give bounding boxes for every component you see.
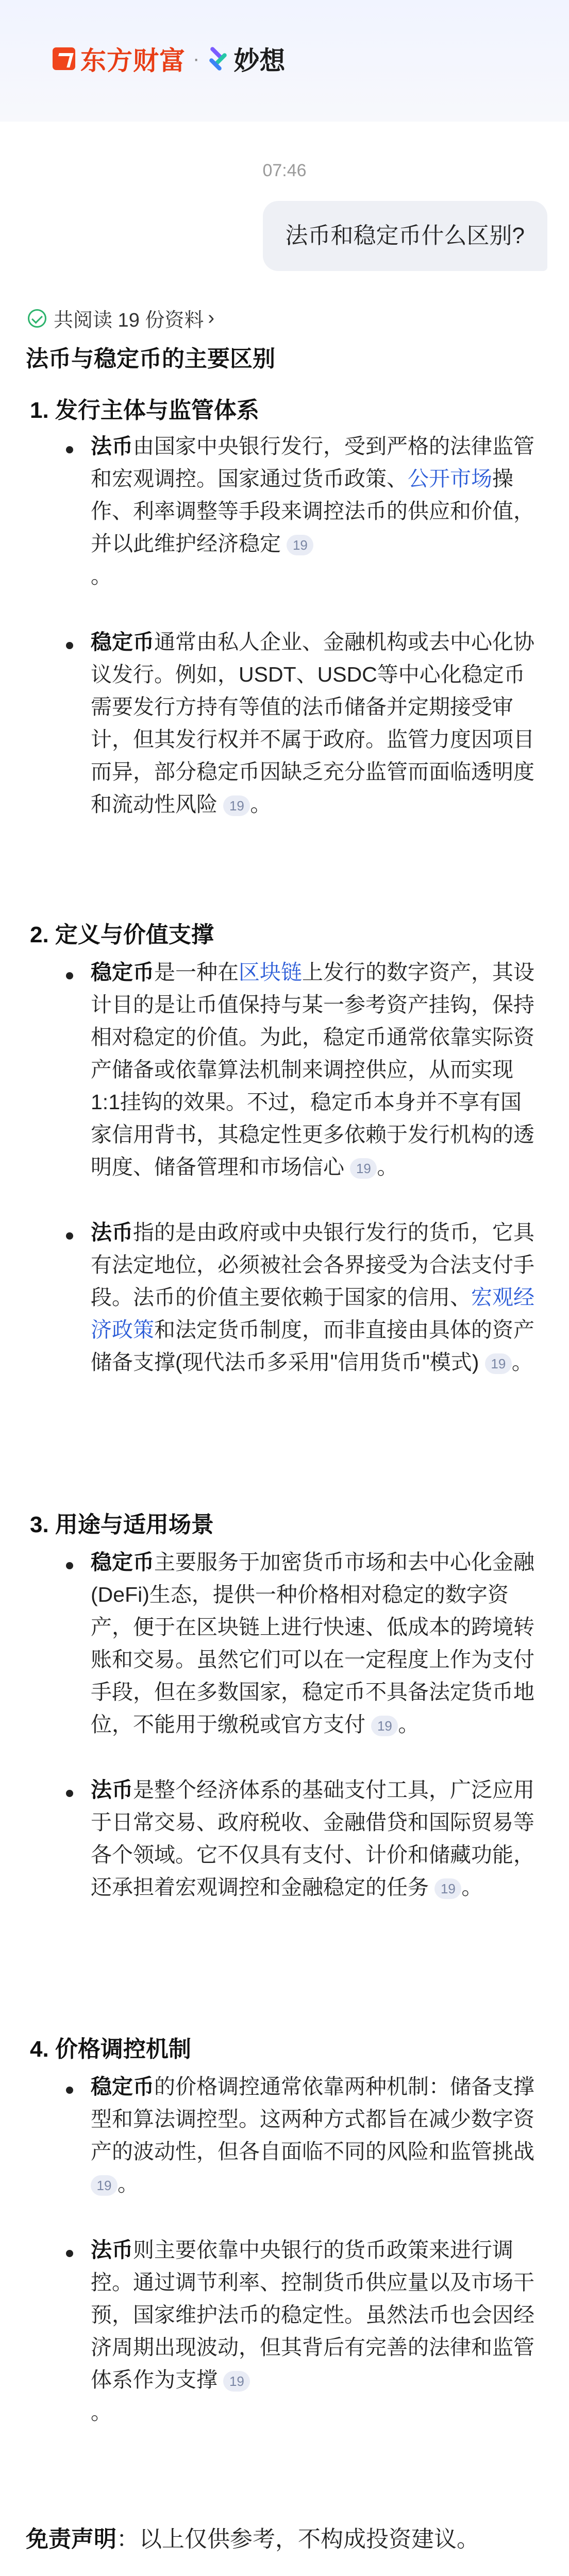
eastmoney-logo-icon xyxy=(53,47,75,70)
brand-separator: · xyxy=(193,47,200,70)
citation-badge[interactable]: 19 xyxy=(223,795,250,816)
term: 稳定币 xyxy=(91,2075,154,2098)
answer-paragraph xyxy=(91,2234,542,2429)
paragraph-tail: 。 xyxy=(377,1155,398,1179)
references-title xyxy=(26,2571,65,2576)
user-message-bubble: 法币和稳定币什么区别? xyxy=(263,201,547,271)
section-heading: 2. 定义与价值支撑 xyxy=(30,922,214,947)
paragraph-text: 通常由私人企业、金融机构或去中心化协议发行。例如，USDT、USDC等中心化稳定币需要发行方持有等值的法币储备并定期接受审计，但其发行权并不属于政府。监管力度因项目而异，部分稳定币因缺乏充分监管而面临透明度和流动性风险 xyxy=(91,630,534,816)
paragraph-text: 操作、利率调整等手段来调控法币的供应和价值，并以此维护经济稳定 xyxy=(91,467,534,555)
term: 法币 xyxy=(91,434,133,458)
answer-paragraph xyxy=(91,626,542,821)
paragraph-tail: 。 xyxy=(250,792,272,816)
bullet-dot xyxy=(66,2087,73,2094)
citation-badge[interactable]: 19 xyxy=(434,1878,461,1899)
paragraph-text: 则主要依靠中央银行的货币政策来进行调控。通过调节利率、控制货币供应量以及市场干预，国家维护法币的稳定性。虽然法币也会因经济周期出现波动，但其背后有完善的法律和监管体系作为支撑 xyxy=(91,2238,534,2392)
miaoxiang-logo-icon xyxy=(207,47,230,71)
expand-references-button[interactable] xyxy=(480,2571,541,2576)
citation-badge[interactable]: 19 xyxy=(223,2371,250,2392)
paragraph-tail: 。 xyxy=(118,2172,139,2196)
bullet-dot xyxy=(66,1562,73,1569)
paragraph-tail: 。 xyxy=(91,2400,112,2424)
term: 法币 xyxy=(91,2238,133,2262)
paragraph-tail: 。 xyxy=(398,1713,420,1736)
answer-paragraph xyxy=(91,1546,542,1741)
disclaimer-text: ：以上仅供参考，不构成投资建议。 xyxy=(116,2527,479,2552)
paragraph-text: 由国家中央银行发行，受到严格的法律监管和宏观调控。国家通过货币政策、 xyxy=(91,434,534,490)
bullet-dot xyxy=(66,2250,73,2257)
read-sources-link[interactable] xyxy=(28,304,214,332)
brand-area xyxy=(53,44,285,73)
citation-badge[interactable]: 19 xyxy=(485,1353,512,1374)
bullet-dot xyxy=(66,446,73,453)
citation-badge[interactable]: 19 xyxy=(350,1158,377,1179)
section-heading: 1. 发行主体与监管体系 xyxy=(30,398,259,423)
bullet-dot xyxy=(66,1232,73,1240)
section-heading: 3. 用途与适用场景 xyxy=(30,1512,214,1537)
citation-badge[interactable]: 19 xyxy=(371,1716,398,1736)
check-circle-icon xyxy=(28,309,46,328)
section-heading: 4. 价格调控机制 xyxy=(30,2037,191,2062)
answer-paragraph xyxy=(91,2071,542,2200)
paragraph-tail: 。 xyxy=(511,1350,533,1374)
term: 法币 xyxy=(91,1221,133,1244)
paragraph-text: 和法定货币制度，而非直接由具体的资产储备支撑(现代法币多采用"信用货币"模式) xyxy=(91,1318,534,1374)
paragraph-text: 指的是由政府或中央银行发行的货币，它具有法定地位，必须被社会各界接受为合法支付手段。法币的价值主要依赖于国家的信用、 xyxy=(91,1221,534,1309)
paragraph-tail: 。 xyxy=(461,1875,483,1899)
citation-badge[interactable]: 19 xyxy=(287,535,313,555)
answer-paragraph xyxy=(91,430,542,592)
citation-badge[interactable]: 19 xyxy=(91,2175,118,2196)
paragraph-text: 是一种在 xyxy=(154,960,239,984)
paragraph-text: 是整个经济体系的基础支付工具，广泛应用于日常交易、政府税收、金融借贷和国际贸易等各个领域。它不仅具有支付、计价和储藏功能，还承担着宏观调控和金融稳定的任务 xyxy=(91,1778,534,1899)
term: 稳定币 xyxy=(91,960,154,984)
keyword-link[interactable]: 区块链 xyxy=(239,960,302,984)
message-time: 07:46 xyxy=(262,161,307,180)
chevron-right-icon: › xyxy=(208,307,215,329)
answer-title: 法币与稳定币的主要区别 xyxy=(26,346,275,371)
keyword-link[interactable]: 宏观经济政策 xyxy=(91,1285,534,1342)
brand-name: 东方财富 xyxy=(80,46,186,75)
paragraph-tail: 。 xyxy=(91,564,112,588)
header-bar xyxy=(0,0,569,122)
read-sources-label: 共阅读 19 份资料 xyxy=(54,310,204,331)
bullet-dot xyxy=(66,972,73,979)
app-name: 妙想 xyxy=(233,46,286,75)
keyword-link[interactable]: 公开市场 xyxy=(408,467,492,490)
term: 法币 xyxy=(91,1778,133,1802)
answer-paragraph xyxy=(91,956,542,1183)
bullet-dot xyxy=(66,642,73,649)
disclaimer-label: 免责声明 xyxy=(26,2527,116,2552)
bullet-dot xyxy=(66,1790,73,1797)
answer-paragraph xyxy=(91,1774,542,1904)
paragraph-text: 的价格调控通常依靠两种机制：储备支撑型和算法调控型。这两种方式都旨在减少数字资产的波动性，但各自面临不同的风险和监管挑战 xyxy=(91,2075,534,2163)
term: 稳定币 xyxy=(91,630,154,654)
term: 稳定币 xyxy=(91,1550,154,1574)
paragraph-text: 上发行的数字资产，其设计目的是让币值保持与某一参考资产挂钩，保持相对稳定的价值。为此，稳定币通常依靠实际资产储备或依靠算法机制来调控供应，从而实现1:1挂钩的效果。不过，稳定币本身并不享有国家信用背书，其稳定性更多依赖于发行机构的透明度、储备管理和市场信心 xyxy=(91,960,534,1179)
answer-paragraph xyxy=(91,1216,542,1379)
paragraph-text: 主要服务于加密货币市场和去中心化金融(DeFi)生态，提供一种价格相对稳定的数字资产，便于在区块链上进行快速、低成本的跨境转账和交易。虽然它们可以在一定程度上作为支付手段，但在多数国家，稳定币不具备法定货币地位，不能用于缴税或官方支付 xyxy=(91,1550,534,1736)
disclaimer xyxy=(26,2520,479,2553)
